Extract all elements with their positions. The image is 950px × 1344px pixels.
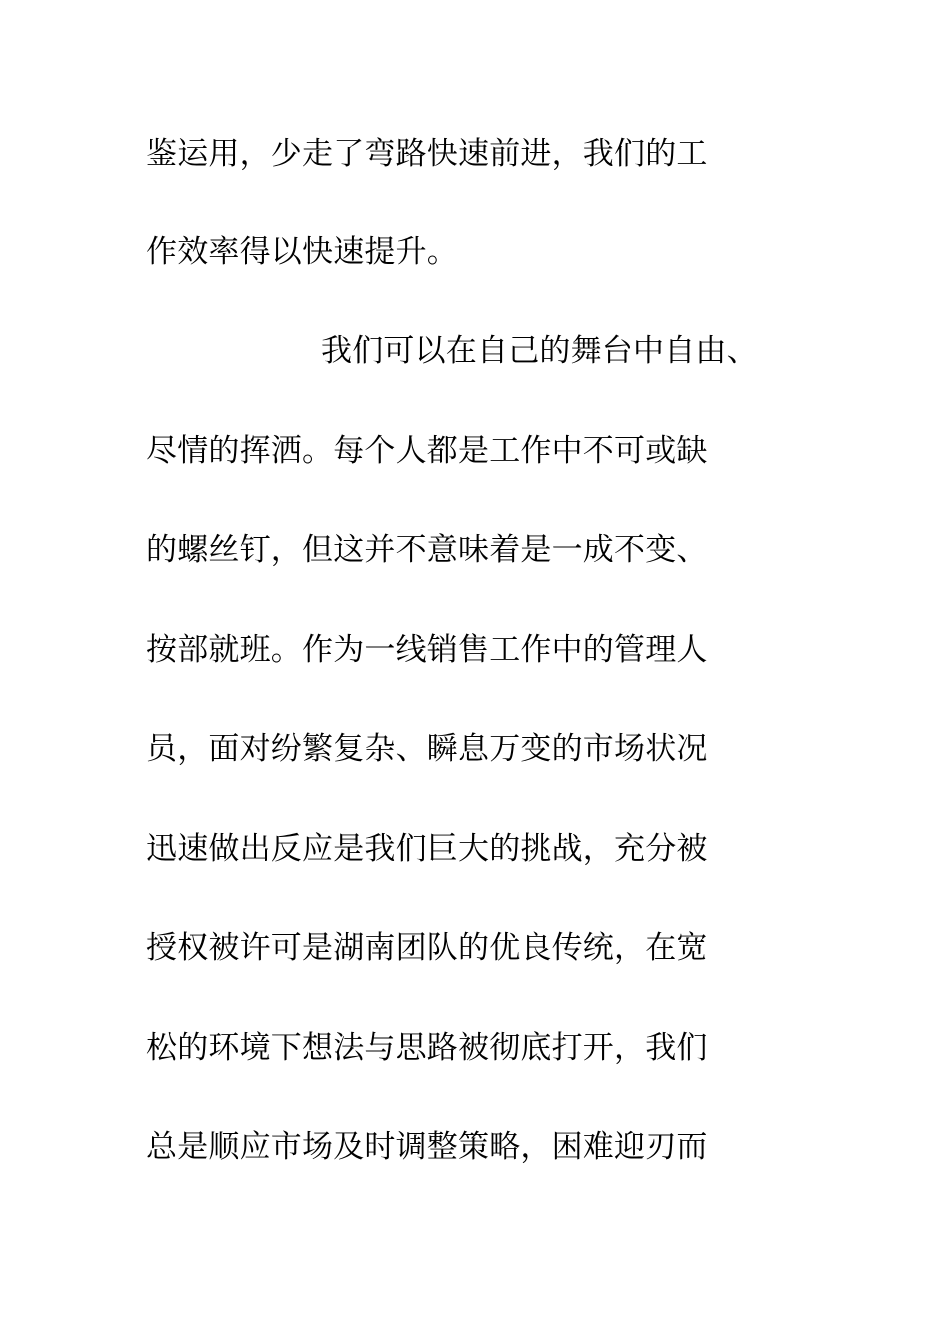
paragraph-line: 按部就班。作为一线销售工作中的管理人 <box>146 632 708 668</box>
paragraph-line: 尽情的挥洒。每个人都是工作中不可或缺 <box>146 433 708 469</box>
paragraph-line: 员，面对纷繁复杂、瞬息万变的市场状况 <box>146 731 708 767</box>
paragraph-line: 总是顺应市场及时调整策略，困难迎刃而 <box>146 1129 708 1165</box>
paragraph-line: 作效率得以快速提升。 <box>146 234 458 270</box>
paragraph-first-line: 我们可以在自己的舞台中自由、 <box>321 333 758 369</box>
paragraph-line: 授权被许可是湖南团队的优良传统，在宽 <box>146 930 708 966</box>
paragraph-line: 的螺丝钉，但这并不意味着是一成不变、 <box>146 532 708 568</box>
paragraph-line: 鉴运用，少走了弯路快速前进，我们的工 <box>146 136 708 172</box>
paragraph-line: 松的环境下想法与思路被彻底打开，我们 <box>146 1030 708 1066</box>
paragraph-line: 迅速做出反应是我们巨大的挑战，充分被 <box>146 831 708 867</box>
